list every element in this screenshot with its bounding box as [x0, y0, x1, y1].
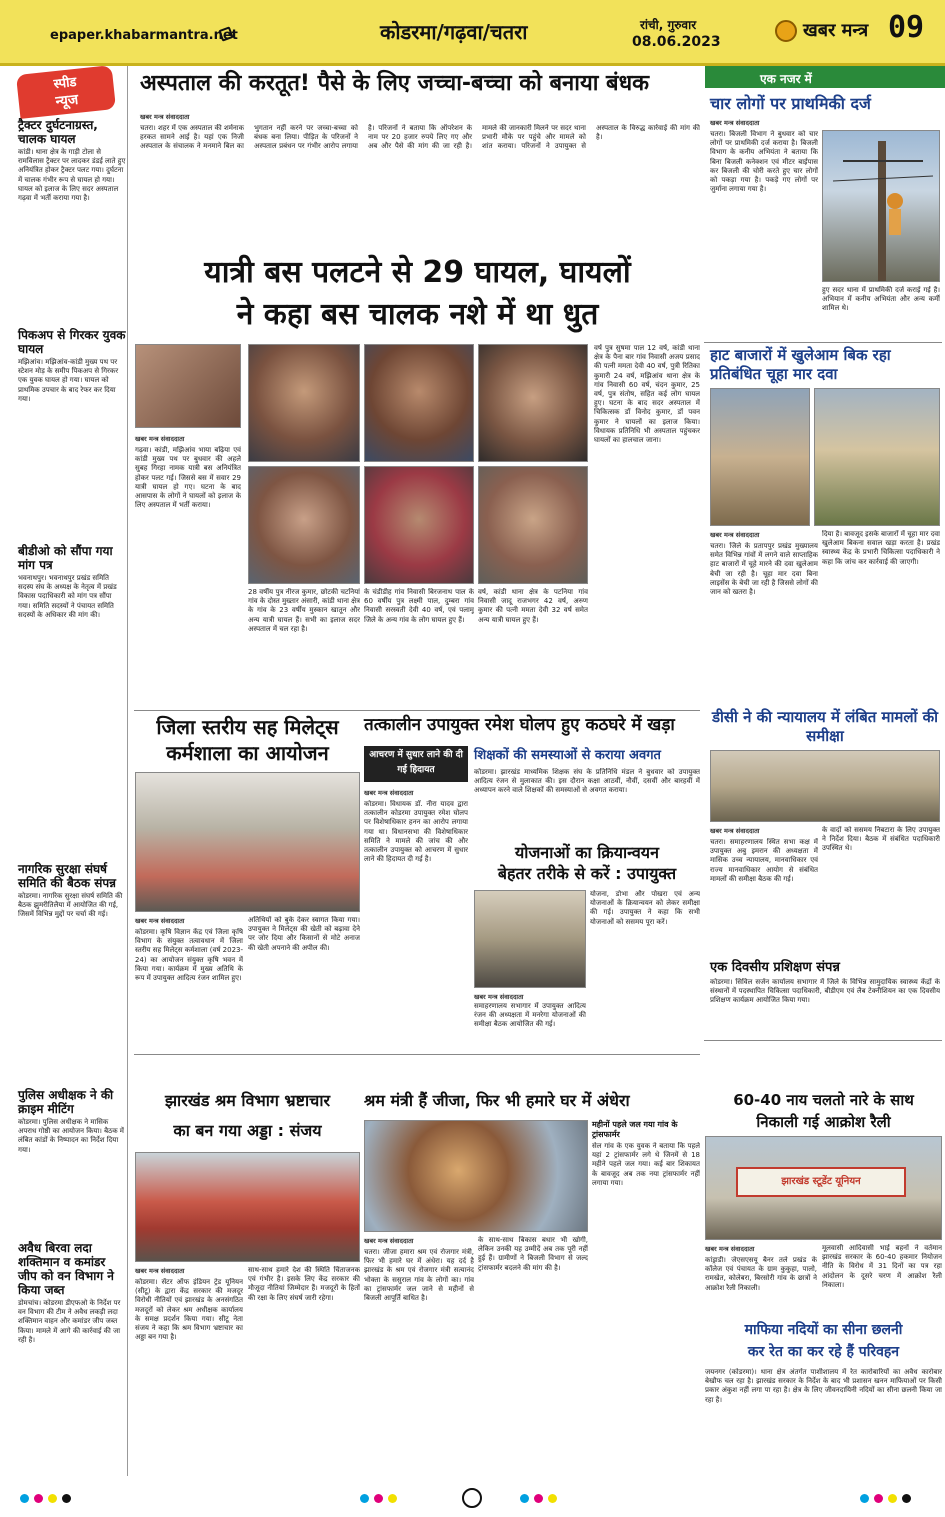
millets-body: कोडरमा। कृषि विज्ञान केंद्र एवं जिला कृषि विभाग के संयुक्त तत्वावधान में जिला स्तरीय सह मिलेट्स कर्मशाला (वर्ष 2023-24) का आयोजन संयुक्त कृषि भवन में किया गया। कार्यक्रम में मुख्य अतिथि के रूप में उपायुक्त आदित्य रंजन शामिल हुए। [135, 928, 243, 983]
haat-body-2: दिया है। बावजूद इसके बाजारों में चूहा मार दवा खुलेआम बिकना सवाल खड़ा करता है। प्रखंड स्वास्थ्य केंद्र के प्रभारी चिकित्सा पदाधिकारी ने कहा कि जांच कर कार्रवाई की जाएगी। [822, 530, 940, 566]
brief-headline: पिकअप से गिरकर युवक घायल [18, 328, 126, 356]
nazar-tag-bar [705, 66, 945, 88]
yojana-headline-line2: बेहतर तरीके से करें : उपायुक्त [497, 864, 677, 883]
registration-mark-icon [462, 1488, 482, 1508]
rally-body-2: मूलवासी आदिवासी भाई बहनों ने वर्तमान झारखंड सरकार के 60-40 हकमार नियोजन नीति के विरोध में 31 दिनों का पत्र रहा आंदोलन के दूसरे चरण में आक्रोश रैली निकाला। [822, 1244, 942, 1289]
color-swatch [860, 1494, 869, 1503]
nazar-caption: हुए सदर थाना में प्राथमिकी दर्ज कराई गई है। अभियान में कनीय अभियंता और अन्य कर्मी शामिल थे। [822, 286, 940, 313]
injured-photo [248, 466, 360, 584]
electric-pole-photo [822, 130, 940, 282]
color-swatch [20, 1494, 29, 1503]
brief-item [18, 1241, 126, 1345]
rally-body: कांड्राडी। जेएसएसयू बैनर तले प्रखंड के कॉलेज एवं पंचायत के ग्राम कुकुहा, पालो, रामखेत, कोलेबरा, बिरसोरी गांव के छात्रों ने आक्रोश रैली निकाली। [705, 1256, 817, 1292]
brand-name: खबर मन्त्र [803, 20, 869, 41]
rally-banner-text: झारखंड स्टूडेंट यूनियन [781, 1176, 861, 1187]
minister-photo [364, 1120, 588, 1232]
color-swatch [888, 1494, 897, 1503]
millets-headline-line1: जिला स्तरीय सह मिलेट्स [156, 715, 339, 739]
yojana-byline: खबर मन्त्र संवाददाता [474, 993, 524, 1001]
andhera-body: चतरा। जीजा हमारा श्रम एवं रोजगार मंत्री, फिर भी हमारे घर में अंधेरा। यह दर्द है झारखंड के श्रम एवं रोजगार मंत्री सत्यानंद भोक्ता के ससुराल गांव के लोगों का। गांव का ट्रांसफार्मर जल जाने से महीनों से बिजली आपूर्ति बाधित है। [364, 1248, 474, 1303]
dc-byline: खबर मन्त्र संवाददाता [710, 827, 760, 835]
brief-item [18, 328, 126, 404]
shram-headline-line1: झारखंड श्रम विभाग भ्रष्टाचार [164, 1091, 331, 1110]
injured-photo [364, 466, 474, 584]
millets-headline-line2: कर्मशाला का आयोजन [166, 741, 329, 765]
brief-headline: पुलिस अधीक्षक ने की क्राइम मीटिंग [18, 1088, 114, 1116]
yojana-body: योजना, डोभा और पोखरा एवं अन्य योजनाओं के क्रियान्वयन को लेकर समीक्षा की गई। उपायुक्त ने कहा कि सभी योजनाओं को ससमय पूरा करें। [590, 890, 700, 926]
brief-headline: नागरिक सुरक्षा संघर्ष समिति की बैठक संपन्न [18, 862, 117, 890]
shram-byline: खबर मन्त्र संवाददाता [135, 1267, 185, 1275]
color-swatch [374, 1494, 383, 1503]
section-title: कोडरमा/गढ़वा/चतरा [380, 20, 528, 44]
injured-photo [248, 344, 360, 462]
yojana-body-2: समाहरणालय सभागार में उपायुक्त आदित्य रंजन की अध्यक्षता में मनरेगा योजनाओं की समीक्षा बैठक आयोजित की गई। [474, 1002, 586, 1029]
color-swatch [34, 1494, 43, 1503]
brief-body: कोडरमा। पुलिस अधीक्षक ने मासिक अपराध गोष्ठी का आयोजन किया। बैठक में लंबित कांडों के निष्पादन का निर्देश दिया गया। [18, 1118, 124, 1154]
color-swatch [874, 1494, 883, 1503]
andhera-body-3: सेल गांव के एक युवक ने बताया कि पहले यहां 2 ट्रांसफार्मर लगे थे जिनमें से 18 महीने पहले जल गया। कई बार शिकायत के बावजूद अब तक नया ट्रांसफार्मर नहीं लगाया गया। [592, 1142, 700, 1187]
speed-news-tag [16, 66, 116, 119]
bus-body-col1: गढ़वा। कांडी, मझिआंव भाया बढ़िया एवं कांडी मुख्य पथ पर बुधवार की अहले सुबह गिरहा नामक यात्री बस अनियंत्रित होकर पलट गई। जिससे बस में सवार 29 यात्री घायल हो गए। घटना के बाद आसपास के लोगों ने घायलों को इलाज के लिए अस्पताल में भर्ती कराया। [135, 446, 241, 510]
injured-photo [135, 344, 241, 428]
city-day: रांची, गुरुवार [640, 18, 697, 32]
brief-item [18, 1088, 126, 1155]
nazar-byline: खबर मन्त्र संवाददाता [710, 119, 760, 127]
shram-body-2: साथ-साथ हमारे देश की स्थिति चिंताजनक एवं गंभीर है। इसके लिए केंद्र सरकार की मौजूदा नीतियां जिम्मेदार हैं। मजदूरों के हितों की रक्षा के लिए संघर्ष जारी रहेगा। [248, 1266, 360, 1302]
rally-headline-line1: 60-40 नाय चलतो नारे के साथ [733, 1091, 914, 1109]
hospital-headline: अस्पताल की करतूत! पैसे के लिए जच्चा-बच्चा को बनाया बंधक [140, 71, 650, 96]
brief-headline: बीडीओ को सौंपा गया मांग पत्र [18, 544, 113, 572]
speed-news-column [0, 66, 128, 1476]
color-swatch [62, 1494, 71, 1503]
workshop-photo [135, 772, 360, 912]
bus-byline: खबर मन्त्र संवाददाता [135, 435, 185, 443]
dc-body-2: के वादों को ससमय निबटारा के लिए उपायुक्त ने निर्देश दिया। बैठक में संबंधित पदाधिकारी उपस्थित थे। [822, 826, 940, 853]
color-swatch [48, 1494, 57, 1503]
millets-body-2: अतिथियों को बुके देकर स्वागत किया गया। उपायुक्त ने मिलेट्स की खेती को बढ़ावा देने पर जोर दिया और किसानों से मोटे अनाज की खेती अपनाने की अपील की। [248, 916, 360, 952]
ghopal-body: कोडरमा। विधायक डॉ. नीरा यादव द्वारा तत्कालीन कोडरमा उपायुक्त रमेश घोलप पर विशेषाधिकार हनन का आरोप लगाया गया था। विधानसभा की विशेषाधिकार समिति ने मामले की जांच की और तत्कालीन उपायुक्त को आचरण में सुधार लाने की हिदायत दी गई है। [364, 800, 468, 864]
brief-body: मझिआंव। मझिआंव-कांडी मुख्य पथ पर स्टेशन मोड़ के समीप पिकअप से गिरकर एक युवक घायल हो गया। घायल को प्राथमिक उपचार के बाद रेफर कर दिया गया। [18, 358, 119, 403]
ghopal-byline: खबर मन्त्र संवाददाता [364, 789, 414, 797]
divider [134, 710, 700, 711]
bus-body-right: वर्ष पुत्र सुषमा पाल 12 वर्ष, कांडी थाना क्षेत्र के पैना बार गांव निवासी अजय प्रसाद की पत्नी ममता देवी 40 वर्ष, पुत्री रितिका कुमारी 24 वर्ष, मझिआंव थाना क्षेत्र के गांव निवासी 60 वर्ष, चंदन कुमार, 25 वर्ष, पुत्र संतोष, सहित कई लोग घायल हुए। घटना के बाद सदर अस्पताल में चिकित्सक डॉ विनोद कुमार, डॉ पवन कुमार ने घायलों का इलाज किया। विधायक प्रतिनिधि भी अस्पताल पहुंचकर घायलों का हालचाल जाना। [594, 344, 700, 445]
rally-photo [705, 1136, 942, 1240]
bus-headline-line2: ने कहा बस चालक नशे में था धुत [236, 297, 599, 332]
dc-body: चतरा। समाहरणालय स्थित सभा कक्ष में उपायुक्त अबु इमरान की अध्यक्षता में मासिक उच्च न्यायालय, मानवाधिकार एवं राज्य मानवाधिकार आयोग से संबंधित मामलों की समीक्षा बैठक की गई। [710, 838, 818, 883]
page-header [0, 0, 945, 66]
haat-headline: हाट बाजारों में खुलेआम बिक रहा प्रतिबंधित चूहा मार दवा [710, 346, 891, 383]
market-photo [710, 388, 810, 526]
bus-headline-line1: यात्री बस पलटने से 29 घायल, घायलों [204, 255, 631, 290]
shram-body: कोडरमा। सेंटर ऑफ इंडियन ट्रेड यूनियन (सीटू) के द्वारा केंद्र सरकार की मजदूर विरोधी नीतियों एवं झारखंड के अनसंगठित मजदूरों को लेकर श्रम अधीक्षक कार्यालय के समक्ष प्रदर्शन किया गया। सीटू नेता संजय ने कहा कि श्रम विभाग भ्रष्टाचार का अड्डा बन गया है। [135, 1278, 243, 1342]
brief-body: डोमचांच। कोडरमा डीएफओ के निर्देश पर वन विभाग की टीम ने अवैध लकड़ी लदा शक्तिमान वाहन और कमांडर जीप जब्त किया। मामले में आगे की कार्रवाई की जा रही है। [18, 1299, 121, 1344]
page-number: 09 [888, 10, 925, 45]
injured-photo [478, 466, 588, 584]
nazar-tag: एक नजर में [760, 72, 812, 86]
site-url[interactable]: epaper.khabarmantra.net [50, 28, 238, 43]
brief-item [18, 862, 126, 920]
brief-item [18, 544, 126, 620]
divider [704, 342, 942, 343]
andhera-byline: खबर मन्त्र संवाददाता [364, 1237, 414, 1245]
color-swatch [548, 1494, 557, 1503]
color-swatch [360, 1494, 369, 1503]
bus-body-col2: 28 वर्षीय पुत्र नीरज कुमार, छोटकी चटनियां गांव के दोस्त मुख्तार अंसारी, कांडी थाना क्षेत्र के गांव के 23 वर्षीय मुस्कान खातून और अन्य यात्री घायल हैं। सभी का इलाज सदर अस्पताल में चल रहा है। [248, 588, 360, 633]
hospital-byline: खबर मन्त्र संवाददाता [140, 113, 190, 121]
color-swatch [534, 1494, 543, 1503]
mafia-headline-line1: माफिया नदियों का सीना छलनी [744, 1322, 903, 1338]
bus-body-col4: वर्ष, कांडी थाना क्षेत्र के पटनिया गांव निवासी जादू राजभगर 42 वर्ष, अरुण कुमार की पत्नी ममता देवी 32 वर्ष समेत अन्य यात्री घायल हुए हैं। [478, 588, 588, 624]
rally-byline: खबर मन्त्र संवाददाता [705, 1245, 755, 1253]
brief-headline: अवैध बिरवा लदा शक्तिमान व कमांडर जीप को वन विभाग ने किया जब्त [18, 1241, 114, 1297]
brief-body: कांडी। थाना क्षेत्र के गाड़ी टोला से रामविलास ट्रैक्टर पर लादकर डंडई लाते हुए अनियंत्रित होकर ट्रैक्टर पलट गया। दुर्घटना में चालक गंभीर रूप से घायल हो गया। घायल को इलाज के लिए सदर अस्पताल गढ़वा में भर्ती कराया गया है। [18, 148, 126, 203]
training-body: कोडरमा। सिविल सर्जन कार्यालय सभागार में जिले के विभिन्न सामुदायिक स्वास्थ्य केंद्रों के संस्थानों में पदस्थापित चिकित्सा पदाधिकारी, बीडीएम एवं लैब टेक्नीशियन का एक दिवसीय प्रशिक्षण कार्यक्रम आयोजित किया गया। [710, 978, 940, 1005]
color-swatch [902, 1494, 911, 1503]
divider [704, 1040, 942, 1041]
dc-headline: डीसी ने की न्यायालय में लंबित मामलों की समीक्षा [711, 708, 939, 745]
shram-headline-line2: का बन गया अड्डा : संजय [173, 1121, 322, 1140]
ghopal-subhead: आचरण में सुधार लाने की दी गई हिदायत [369, 750, 463, 775]
haat-body: चतरा। जिले के प्रतापपुर प्रखंड मुख्यालय समेत विभिन्न गांवों में लगने वाले साप्ताहिक हाट बाजारों में चूहे मारने की दवा खुलेआम बेची जा रही है। चूहा मार दवा बिना लाइसेंस के बेची जा रही है जिससे लोगों की जान को खतरा है। [710, 542, 818, 597]
brand-logo-icon [775, 20, 797, 42]
ghopal-headline: तत्कालीन उपायुक्त रमेश घोलप हुए कठघरे में खड़ा [364, 715, 675, 735]
haat-byline: खबर मन्त्र संवाददाता [710, 531, 760, 539]
brief-body: कोडरमा। नागरिक सुरक्षा संघर्ष समिति की बैठक झुमरीतिलैया में आयोजित की गई, जिसमें विभिन्न मुद्दों पर चर्चा की गई। [18, 892, 123, 919]
issue-date: 08.06.2023 [632, 34, 721, 50]
market-photo [814, 388, 940, 526]
brief-headline: ट्रैक्टर दुर्घटनाग्रस्त, चालक घायल [18, 118, 98, 146]
color-swatch [388, 1494, 397, 1503]
nazar-body: चतरा। बिजली विभाग ने बुधवार को चार लोगों पर प्राथमिकी दर्ज कराया है। बिजली विभाग के कनीय अभियंता ने बताया कि बिना बिजली कनेक्शन एवं मीटर बाईपास कर बिजली की चोरी करते हुए चार लोगों को पकड़ा गया है। पकड़े गए लोगों पर जुर्माना लगाया गया है। [710, 130, 818, 194]
brief-body: भवनाथपुर। भवनाथपुर प्रखंड समिति सदस्य संघ के अध्यक्ष के नेतृत्व में प्रखंड विकास पदाधिकारी को मांग पत्र सौंपा गया। समिति सदस्यों ने पंचायत समिति सदस्यों के अधिकार की मांग की। [18, 574, 117, 619]
teachers-headline: शिक्षकों की समस्याओं से कराया अवगत [474, 748, 661, 763]
yojana-headline-line1: योजनाओं का क्रियान्वयन [515, 843, 659, 862]
divider [134, 1054, 700, 1055]
teachers-body: कोडरमा। झारखंड माध्यमिक शिक्षक संघ के प्रतिनिधि मंडल ने बुधवार को उपायुक्त आदित्य रंजन से मुलाकात की। इस दौरान कक्षा आठवीं, नौवीं, दसवीं और बारहवीं में अध्यापन करने वाले शिक्षकों की समस्याओं से अवगत कराया। [474, 768, 700, 795]
protest-photo [135, 1152, 360, 1262]
review-meeting-photo [474, 890, 586, 988]
andhera-body-2: के साथ-साथ बिकास बधार भी खोगी, लेकिन उनकी यह उम्मीदें अब तक पूरी नहीं हुई हैं। ग्रामीणों ने बिजली विभाग से जल्द ट्रांसफार्मर बदलने की मांग की है। [478, 1236, 588, 1272]
rally-headline-line2: निकाली गई आक्रोश रैली [756, 1113, 891, 1131]
training-headline: एक दिवसीय प्रशिक्षण संपन्न [710, 960, 840, 975]
injured-photo [478, 344, 588, 462]
mafia-headline-line2: कर रेत का कर रहे हैं परिवहन [747, 1344, 900, 1360]
brief-item [18, 118, 126, 203]
bus-body-col3: के चंडीडीह गांव निवासी बिरजनाथ पाल के 60 वर्षीय पुत्र लक्ष्मी पाल, दुम्बरा गांव निवासी सरस्वती देवी 40 वर्ष, एवं पलामू जिले के अन्य गांव के लोग घायल हुए हैं। [364, 588, 474, 624]
speed-news-tag-line1: स्पीड [52, 74, 78, 93]
mafia-body: जयनगर (कोडरमा)। थाना क्षेत्र अंतर्गत पाशीशालय में रेत कारोबारियों का अवैध कारोबार बेखौफ चल रहा है। झारखंड सरकार के निर्देश के बाद भी प्रशासन खनन माफियाओं पर किसी प्रकार अंकुश नहीं लगा पा रहा है। क्षेत्र के लिए जीवनदायिनी नदियों का सीना छलनी किया जा रहा है। [705, 1368, 942, 1404]
speed-news-tag-line2: न्यूज [54, 91, 80, 111]
page-footer [0, 1478, 945, 1517]
hospital-body: चतरा। शहर में एक अस्पताल की शर्मनाक हरकत सामने आई है। यहां एक निजी अस्पताल के संचालक ने मनमाने बिल का भुगतान नहीं करने पर जच्चा-बच्चा को बंधक बना लिया। पीड़ित के परिजनों ने अस्पताल प्रबंधन पर गंभीर आरोप लगाया है। परिजनों ने बताया कि ऑपरेशन के नाम पर 20 हजार रुपये लिए गए और अब और पैसे की मांग की जा रही है। मामले की जानकारी मिलने पर सदर थाना प्रभारी मौके पर पहुंचे और मामले को शांत कराया। परिजनों ने उपायुक्त से अस्पताल के विरुद्ध कार्रवाई की मांग की है। [140, 124, 700, 151]
nazar-headline: चार लोगों पर प्राथमिकी दर्ज [710, 94, 871, 113]
andhera-headline: श्रम मंत्री हैं जीजा, फिर भी हमारे घर में अंधेरा [364, 1091, 630, 1110]
millets-byline: खबर मन्त्र संवाददाता [135, 917, 185, 925]
color-swatch [520, 1494, 529, 1503]
injured-photo [364, 344, 474, 462]
meeting-photo [710, 750, 940, 822]
electric-pole-image [823, 131, 940, 282]
andhera-side-head: महीनों पहले जल गया गांव के ट्रांसफार्मर [592, 1120, 678, 1139]
